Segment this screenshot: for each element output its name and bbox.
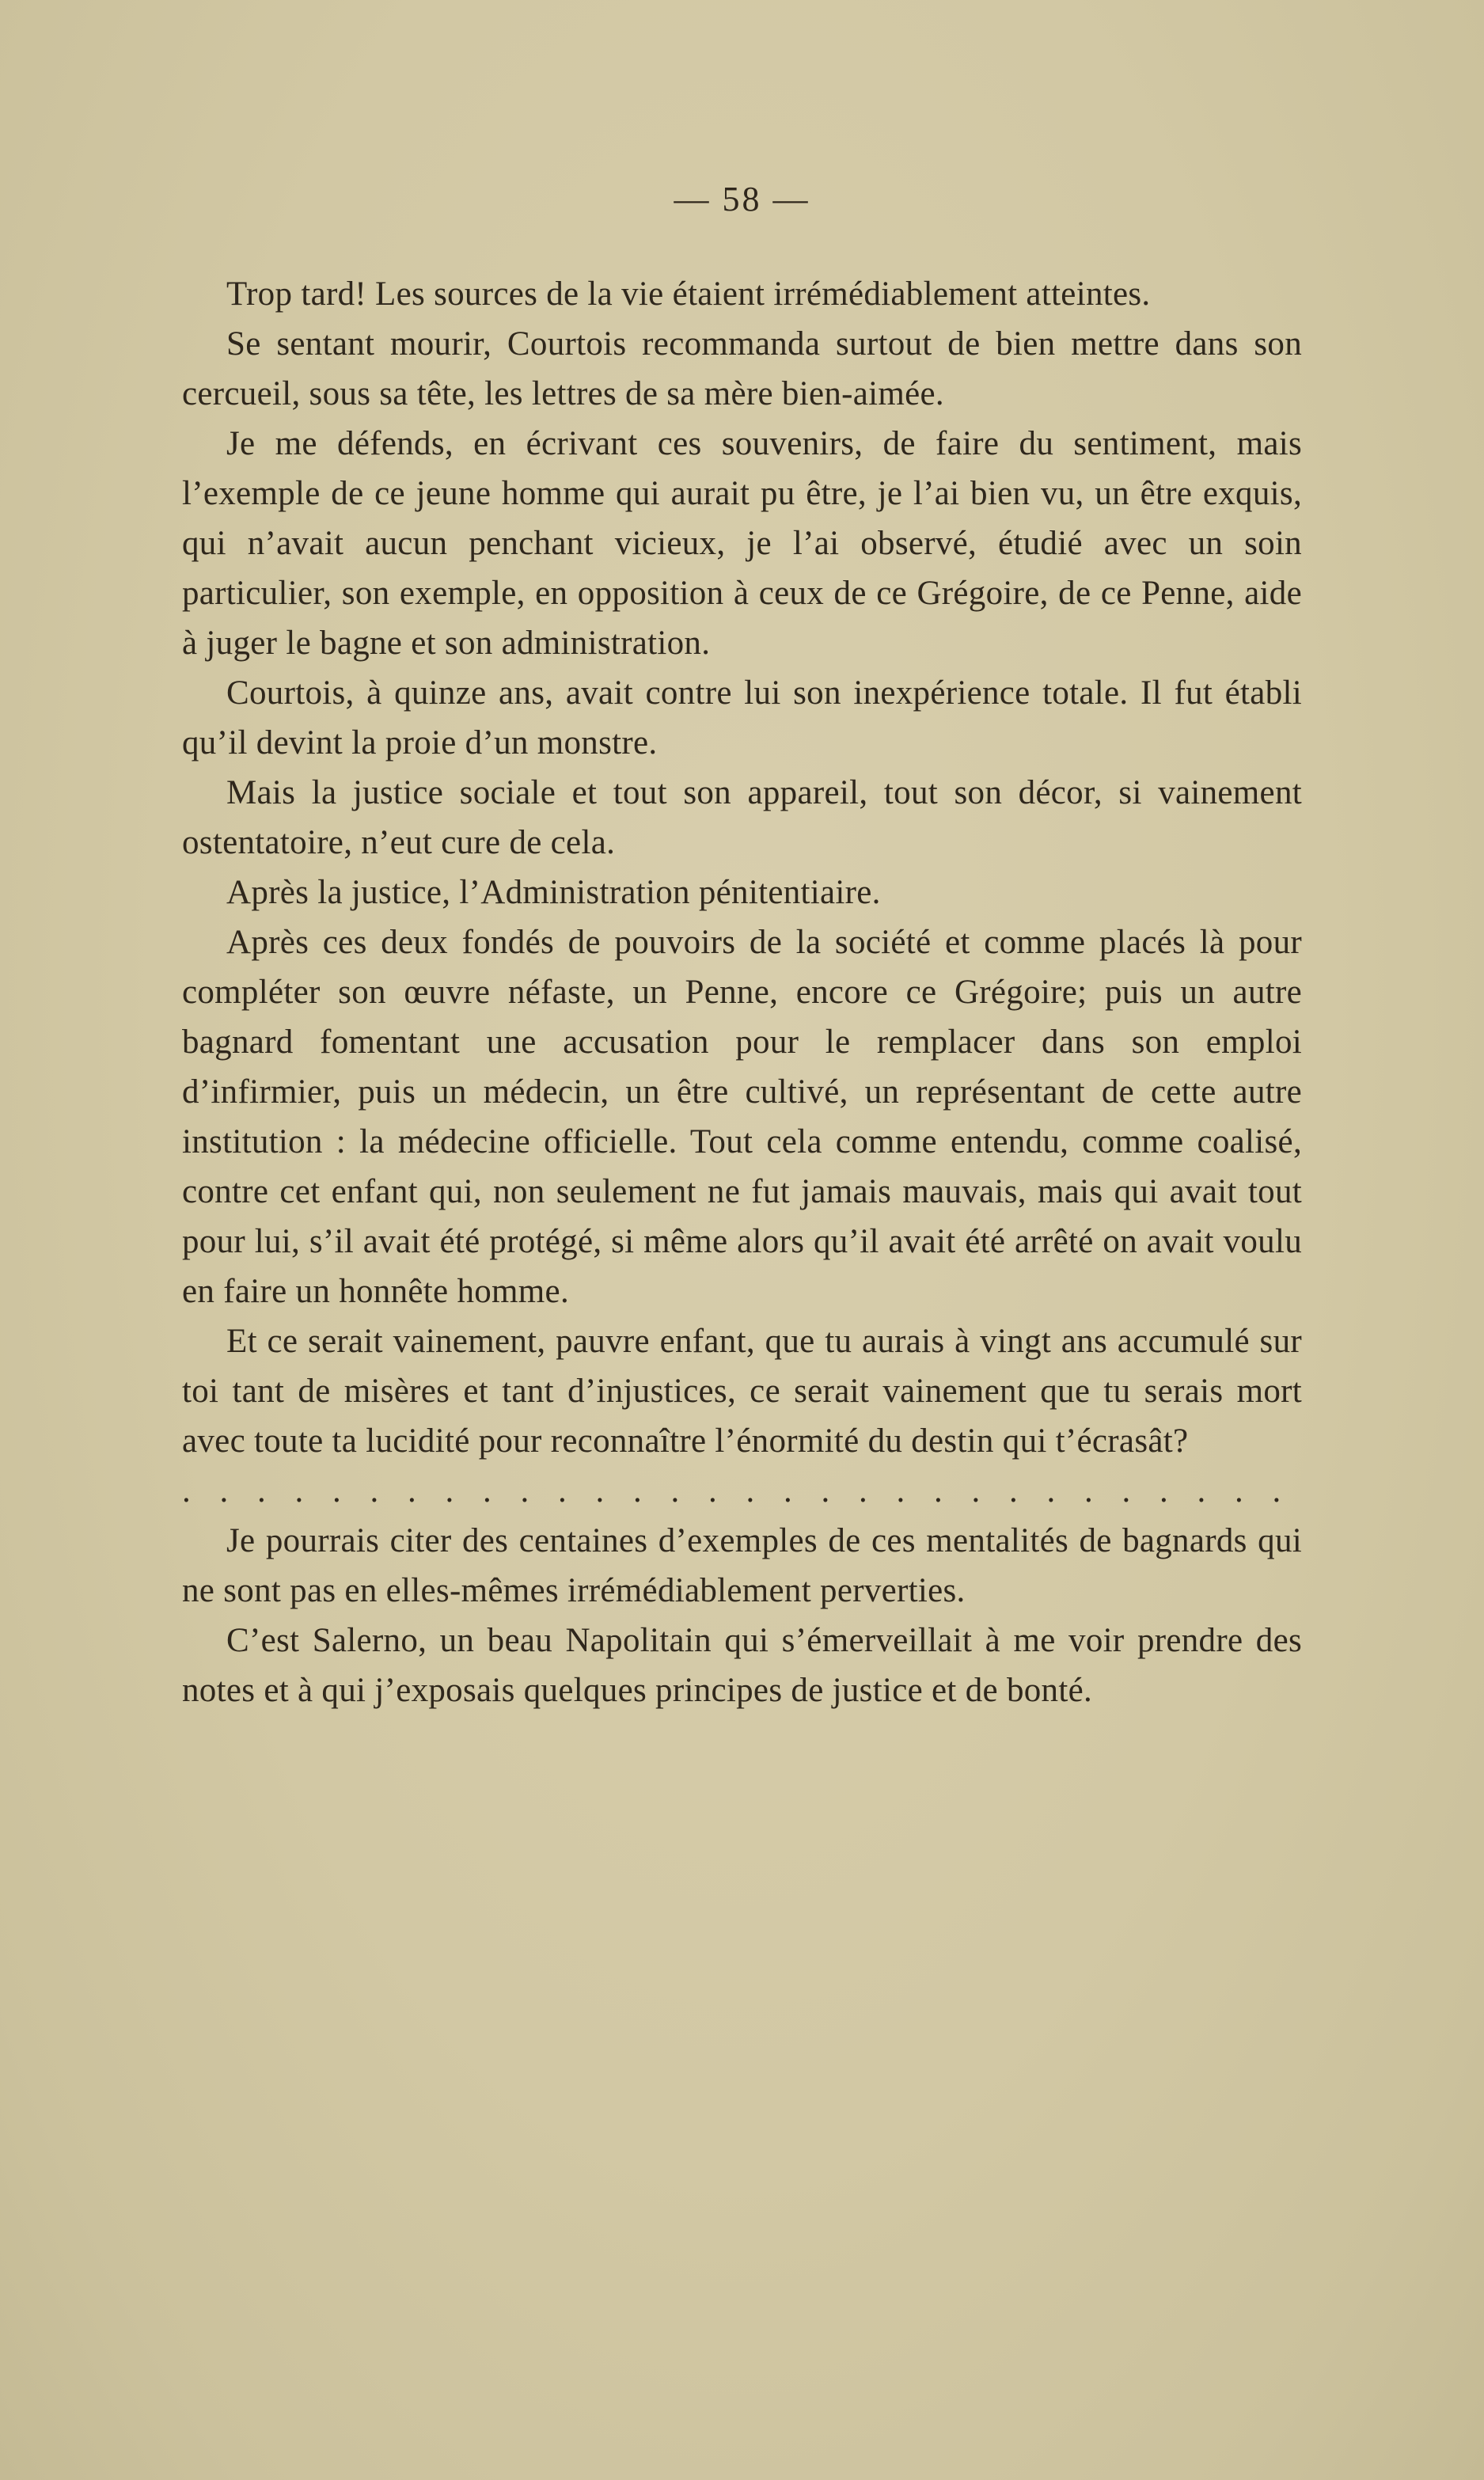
paragraph: Après ces deux fondés de pouvoirs de la société et comme placés là pour compléter son œuvre néfaste, un Penne, encore ce Grégoire; puis un autre bagnard fomentant une accusation pour le remplacer dans son emploi d’infirmier, puis un médecin, un être cultivé, un représentant de cette autre institution : la médecine officielle. Tout cela comme entendu, comme coalisé, contre cet enfant qui, non seulement ne fut jamais mauvais, mais qui avait tout pour lui, s’il avait été protégé, si même alors qu’il avait été arrêté on avait voulu en faire un honnête homme.: [182, 924, 1302, 1310]
paragraph: Courtois, à quinze ans, avait contre lui son inexpérience totale. Il fut établi qu’il devint la proie d’un monstre.: [182, 674, 1302, 761]
paragraph: Se sentant mourir, Courtois recommanda surtout de bien mettre dans son cercueil, sous sa tête, les lettres de sa mère bien-aimée.: [182, 325, 1302, 412]
paragraph: C’est Salerno, un beau Napolitain qui s’émerveillait à me voir prendre des notes et à qui j’exposais quelques principes de justice et de bonté.: [182, 1622, 1302, 1709]
paragraph: Mais la justice sociale et tout son appareil, tout son décor, si vainement ostentatoire, n’eut cure de cela.: [182, 774, 1302, 861]
ellipsis-separator: . . . . . . . . . . . . . . . . . . . . . . . . . . . . . .: [182, 1472, 1283, 1510]
text-block: [182, 269, 1302, 1715]
paragraph: Je me défends, en écrivant ces souvenirs, de faire du sentiment, mais l’exemple de ce jeune homme qui aurait pu être, je l’ai bien vu, un être exquis, qui n’avait aucun penchant vicieux, je l’ai observé, étudié avec un soin particulier, son exemple, en opposition à ceux de ce Grégoire, de ce Penne, aide à juger le bagne et son administration.: [182, 425, 1302, 662]
paragraph: Trop tard! Les sources de la vie étaient irrémédiablement atteintes.: [226, 275, 1151, 313]
paragraph: Après la justice, l’Administration pénitentiaire.: [226, 874, 881, 911]
paragraph: Je pourrais citer des centaines d’exemples de ces mentalités de bagnards qui ne sont pas en elles-mêmes irrémédiablement perverties.: [182, 1522, 1302, 1609]
page-number: — 58 —: [674, 180, 810, 218]
paragraph: Et ce serait vainement, pauvre enfant, que tu aurais à vingt ans accumulé sur toi tant de misères et tant d’injustices, ce serait vainement que tu serais mort avec toute ta lucidité pour reconnaître l’énormité du destin qui t’écrasât?: [182, 1323, 1302, 1460]
